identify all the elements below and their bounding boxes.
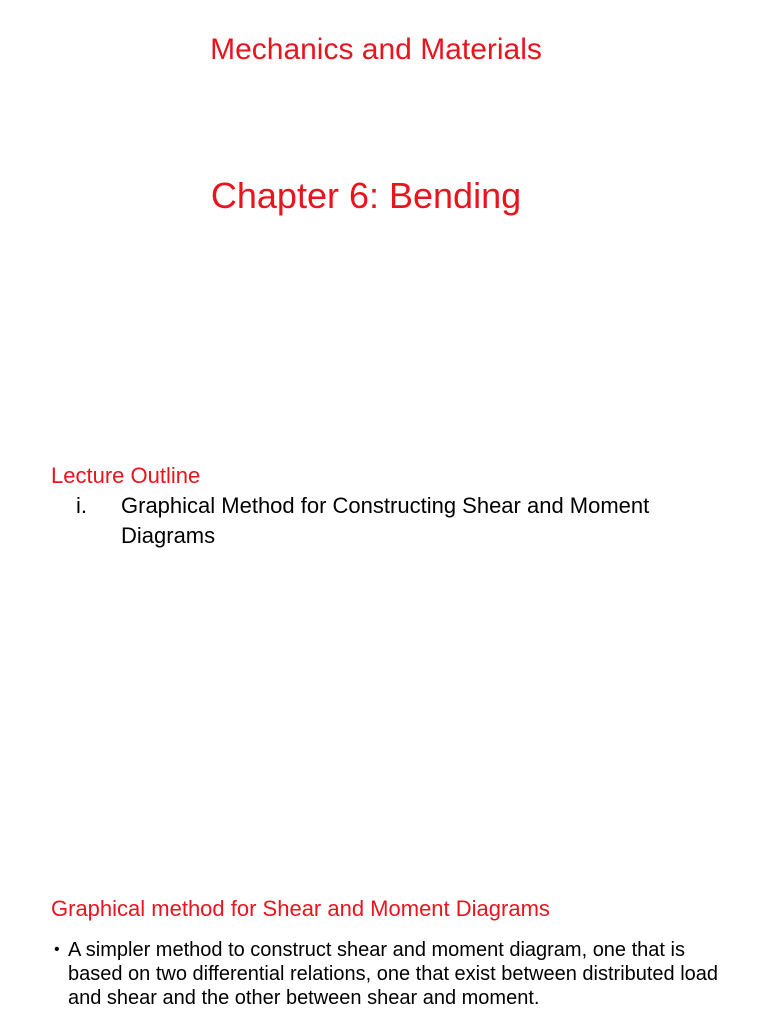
- chapter-title: Chapter 6: Bending: [210, 175, 522, 216]
- outline-item: [51, 491, 731, 551]
- section-heading: Graphical method for Shear and Moment Diagrams: [51, 896, 550, 921]
- bullet-marker: •: [54, 941, 60, 958]
- bullet-item: [54, 938, 724, 1010]
- outline-item-number: i.: [76, 493, 87, 518]
- section-bullet-list: [54, 938, 724, 1010]
- bullet-text: A simpler method to construct shear and moment diagram, one that is based on two differential relations, one that exist between distributed load and shear and the other between shear and moment.: [68, 939, 719, 1009]
- lecture-outline-list: [51, 491, 731, 551]
- outline-item-text: Graphical Method for Constructing Shear and Moment Diagrams: [121, 493, 650, 548]
- lecture-outline-heading: Lecture Outline: [51, 463, 201, 488]
- course-title: Mechanics and Materials: [210, 33, 542, 66]
